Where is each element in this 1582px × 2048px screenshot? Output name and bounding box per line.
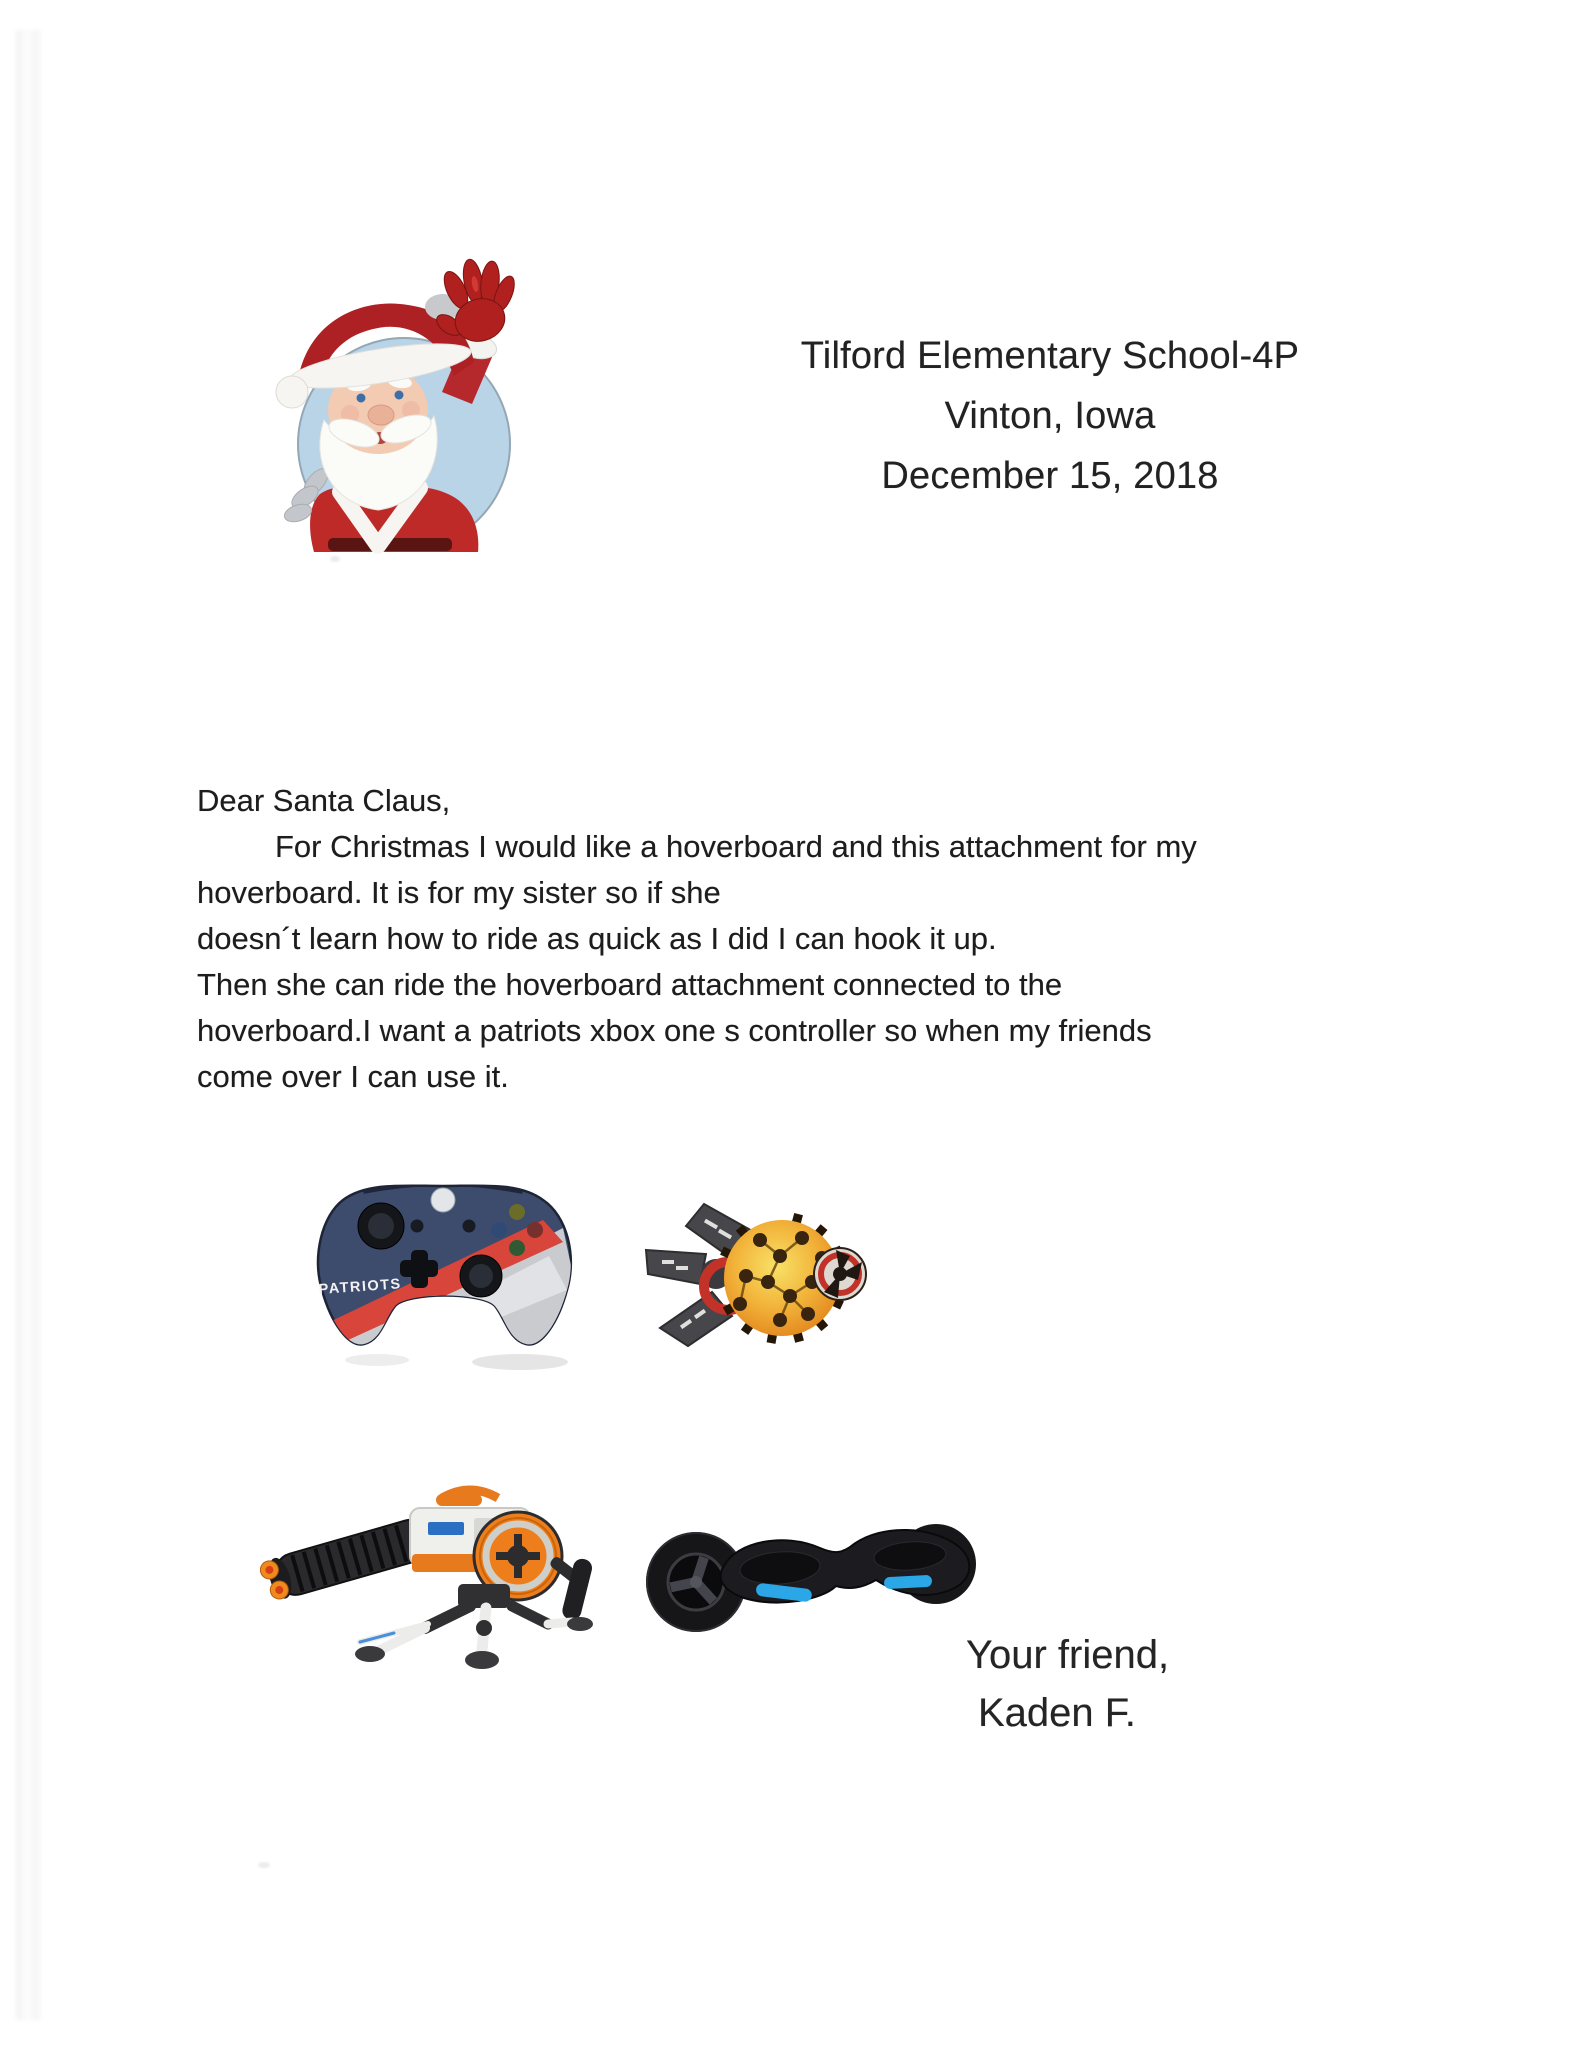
school-name: Tilford Elementary School-4P <box>800 335 1300 377</box>
xbox-button-icon <box>431 1188 455 1212</box>
santa-clipart-image <box>228 252 516 562</box>
hoverboard-blue-pad <box>884 1575 933 1589</box>
body-line: Then she can ride the hoverboard attachment connected to the <box>197 967 1063 1002</box>
patriots-controller-image <box>305 1168 585 1373</box>
body-line: hoverboard.I want a patriots xbox one s controller so when my friends <box>197 1013 1152 1048</box>
signature: Kaden F. <box>978 1691 1136 1735</box>
patriots-controller-svg <box>305 1168 585 1373</box>
scanner-edge-artifact <box>16 30 40 2020</box>
body-line: For Christmas I would like a hoverboard and this attachment for my <box>275 829 1197 864</box>
closing: Your friend, <box>966 1633 1170 1677</box>
signoff <box>966 1626 1169 1742</box>
nerf-blaster-image <box>260 1438 605 1673</box>
letterhead <box>770 326 1330 506</box>
santa-clipart-svg <box>228 252 516 562</box>
scan-speck <box>258 1862 270 1868</box>
body-line: doesn´t learn how to ride as quick as I did I can hook it up. <box>197 921 997 956</box>
salutation: Dear Santa Claus, <box>197 783 451 818</box>
nerf-blaster-svg <box>260 1438 605 1673</box>
attachment-turbine <box>814 1248 866 1300</box>
school-location: Vinton, Iowa <box>944 395 1156 437</box>
patriots-label: PATRIOTS <box>318 1276 403 1298</box>
hoverboard-svg <box>638 1482 983 1647</box>
hoverboard-image <box>638 1482 983 1647</box>
spiked-ball-svg <box>640 1188 880 1368</box>
letter-body <box>197 778 1377 1100</box>
letter-date: December 15, 2018 <box>881 455 1219 497</box>
body-line: hoverboard. It is for my sister so if she <box>197 875 721 910</box>
spiked-ball-attachment-image <box>640 1188 880 1368</box>
body-line: come over I can use it. <box>197 1059 509 1094</box>
